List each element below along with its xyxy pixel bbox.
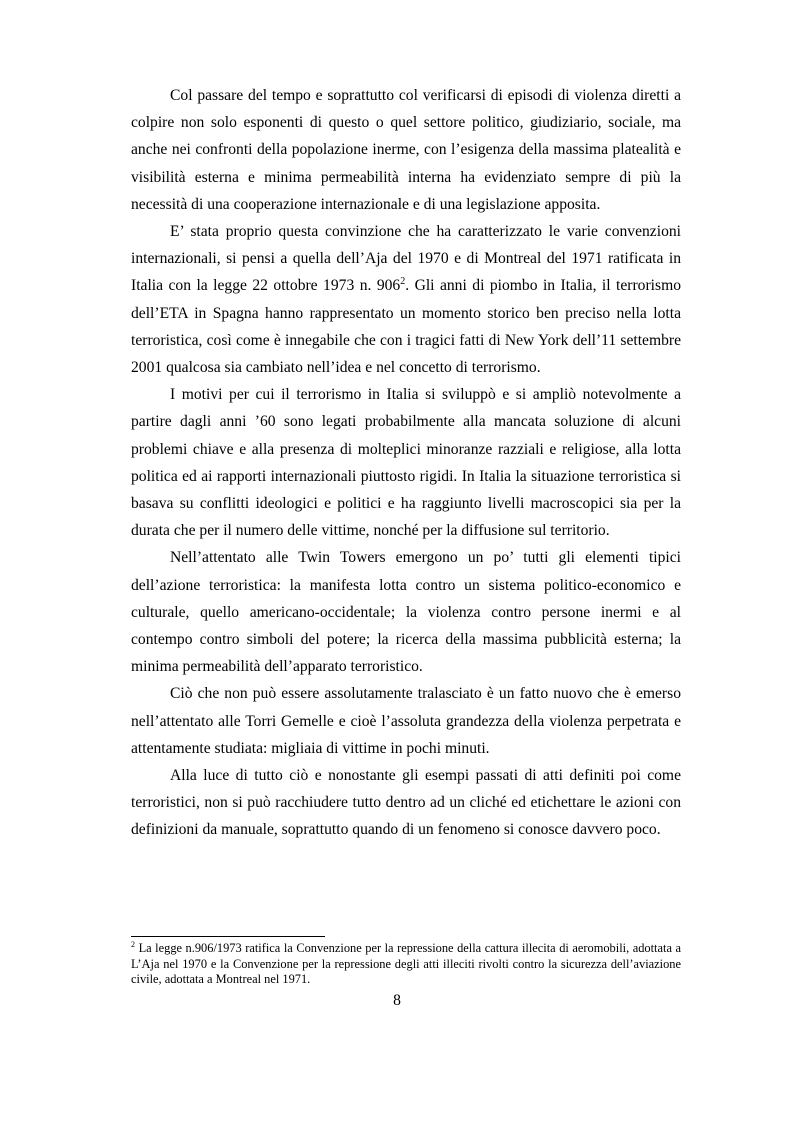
paragraph-2-text-after: . Gli anni di piombo in Italia, il terrorismo dell’ETA in Spagna hanno rappresentato un momento storico ben preciso nella lotta terroristica, così come è innegabile che con i tragici fatti di New York dell’11 settembre 2001 qualcosa sia cambiato nell’idea e nel concetto di terrorismo.	[131, 277, 681, 377]
body-text	[131, 82, 681, 844]
footnote-text: La legge n.906/1973 ratifica la Convenzione per la repressione della cattura illecita di aeromobili, adottata a L’Aja nel 1970 e la Convenzione per la repressione degli atti illeciti rivolti contro la sicurezza dell’aviazione civile, adottata a Montreal nel 1971.	[131, 941, 681, 987]
footnote	[131, 941, 681, 988]
page-number: 8	[393, 992, 401, 1009]
paragraph-3: I motivi per cui il terrorismo in Italia si sviluppò e si ampliò notevolmente a partire dagli anni ’60 sono legati probabilmente alla mancata soluzione di alcuni problemi chiave e alla presenza di molteplici minoranze razziali e religiose, alla lotta politica ed ai rapporti internazionali piuttosto rigidi. In Italia la situazione terroristica si basava su conflitti ideologici e politici e ha raggiunto livelli macroscopici sia per la durata che per il numero delle vittime, nonché per la diffusione sul territorio.	[131, 386, 681, 540]
paragraph-1: Col passare del tempo e soprattutto col verificarsi di episodi di violenza diretti a colpire non solo esponenti di questo o quel settore politico, giudiziario, sociale, ma anche nei confronti della popolazione inerme, con l’esigenza della massima platealità e visibilità esterna e minima permeabilità interna ha evidenziato sempre di più la necessità di una cooperazione internazionale e di una legislazione apposita.	[131, 87, 681, 213]
paragraph-5: Ciò che non può essere assolutamente tralasciato è un fatto nuovo che è emerso nell’attentato alle Torri Gemelle e cioè l’assoluta grandezza della violenza perpetrata e attentamente studiata: migliaia di vittime in pochi minuti.	[131, 685, 681, 757]
footnote-separator	[131, 936, 325, 937]
footnote-reference: 2	[400, 276, 406, 288]
footnote-number: 2	[131, 939, 135, 949]
paragraph-2-text-before: E’ stata proprio questa convinzione che ha caratterizzato le varie convenzioni internazionali, si pensi a quella dell’Aja del 1970 e di Montreal del 1971 ratificata in Italia con la legge 22 ottobre 1973 n. 906	[131, 223, 681, 295]
paragraph-2	[131, 218, 681, 381]
paragraph-4: Nell’attentato alle Twin Towers emergono un po’ tutti gli elementi tipici dell’azione terroristica: la manifesta lotta contro un sistema politico-economico e culturale, quello americano-occidentale; la violenza contro persone inermi e al contempo contro simboli del potere; la ricerca della massima pubblicità esterna; la minima permeabilità dell’apparato terroristico.	[131, 549, 681, 676]
paragraph-6: Alla luce di tutto ciò e nonostante gli esempi passati di atti definiti poi come terroristici, non si può racchiudere tutto dentro ad un cliché ed etichettare le azioni con definizioni da manuale, soprattutto quando di un fenomeno si conosce davvero poco.	[131, 767, 681, 839]
